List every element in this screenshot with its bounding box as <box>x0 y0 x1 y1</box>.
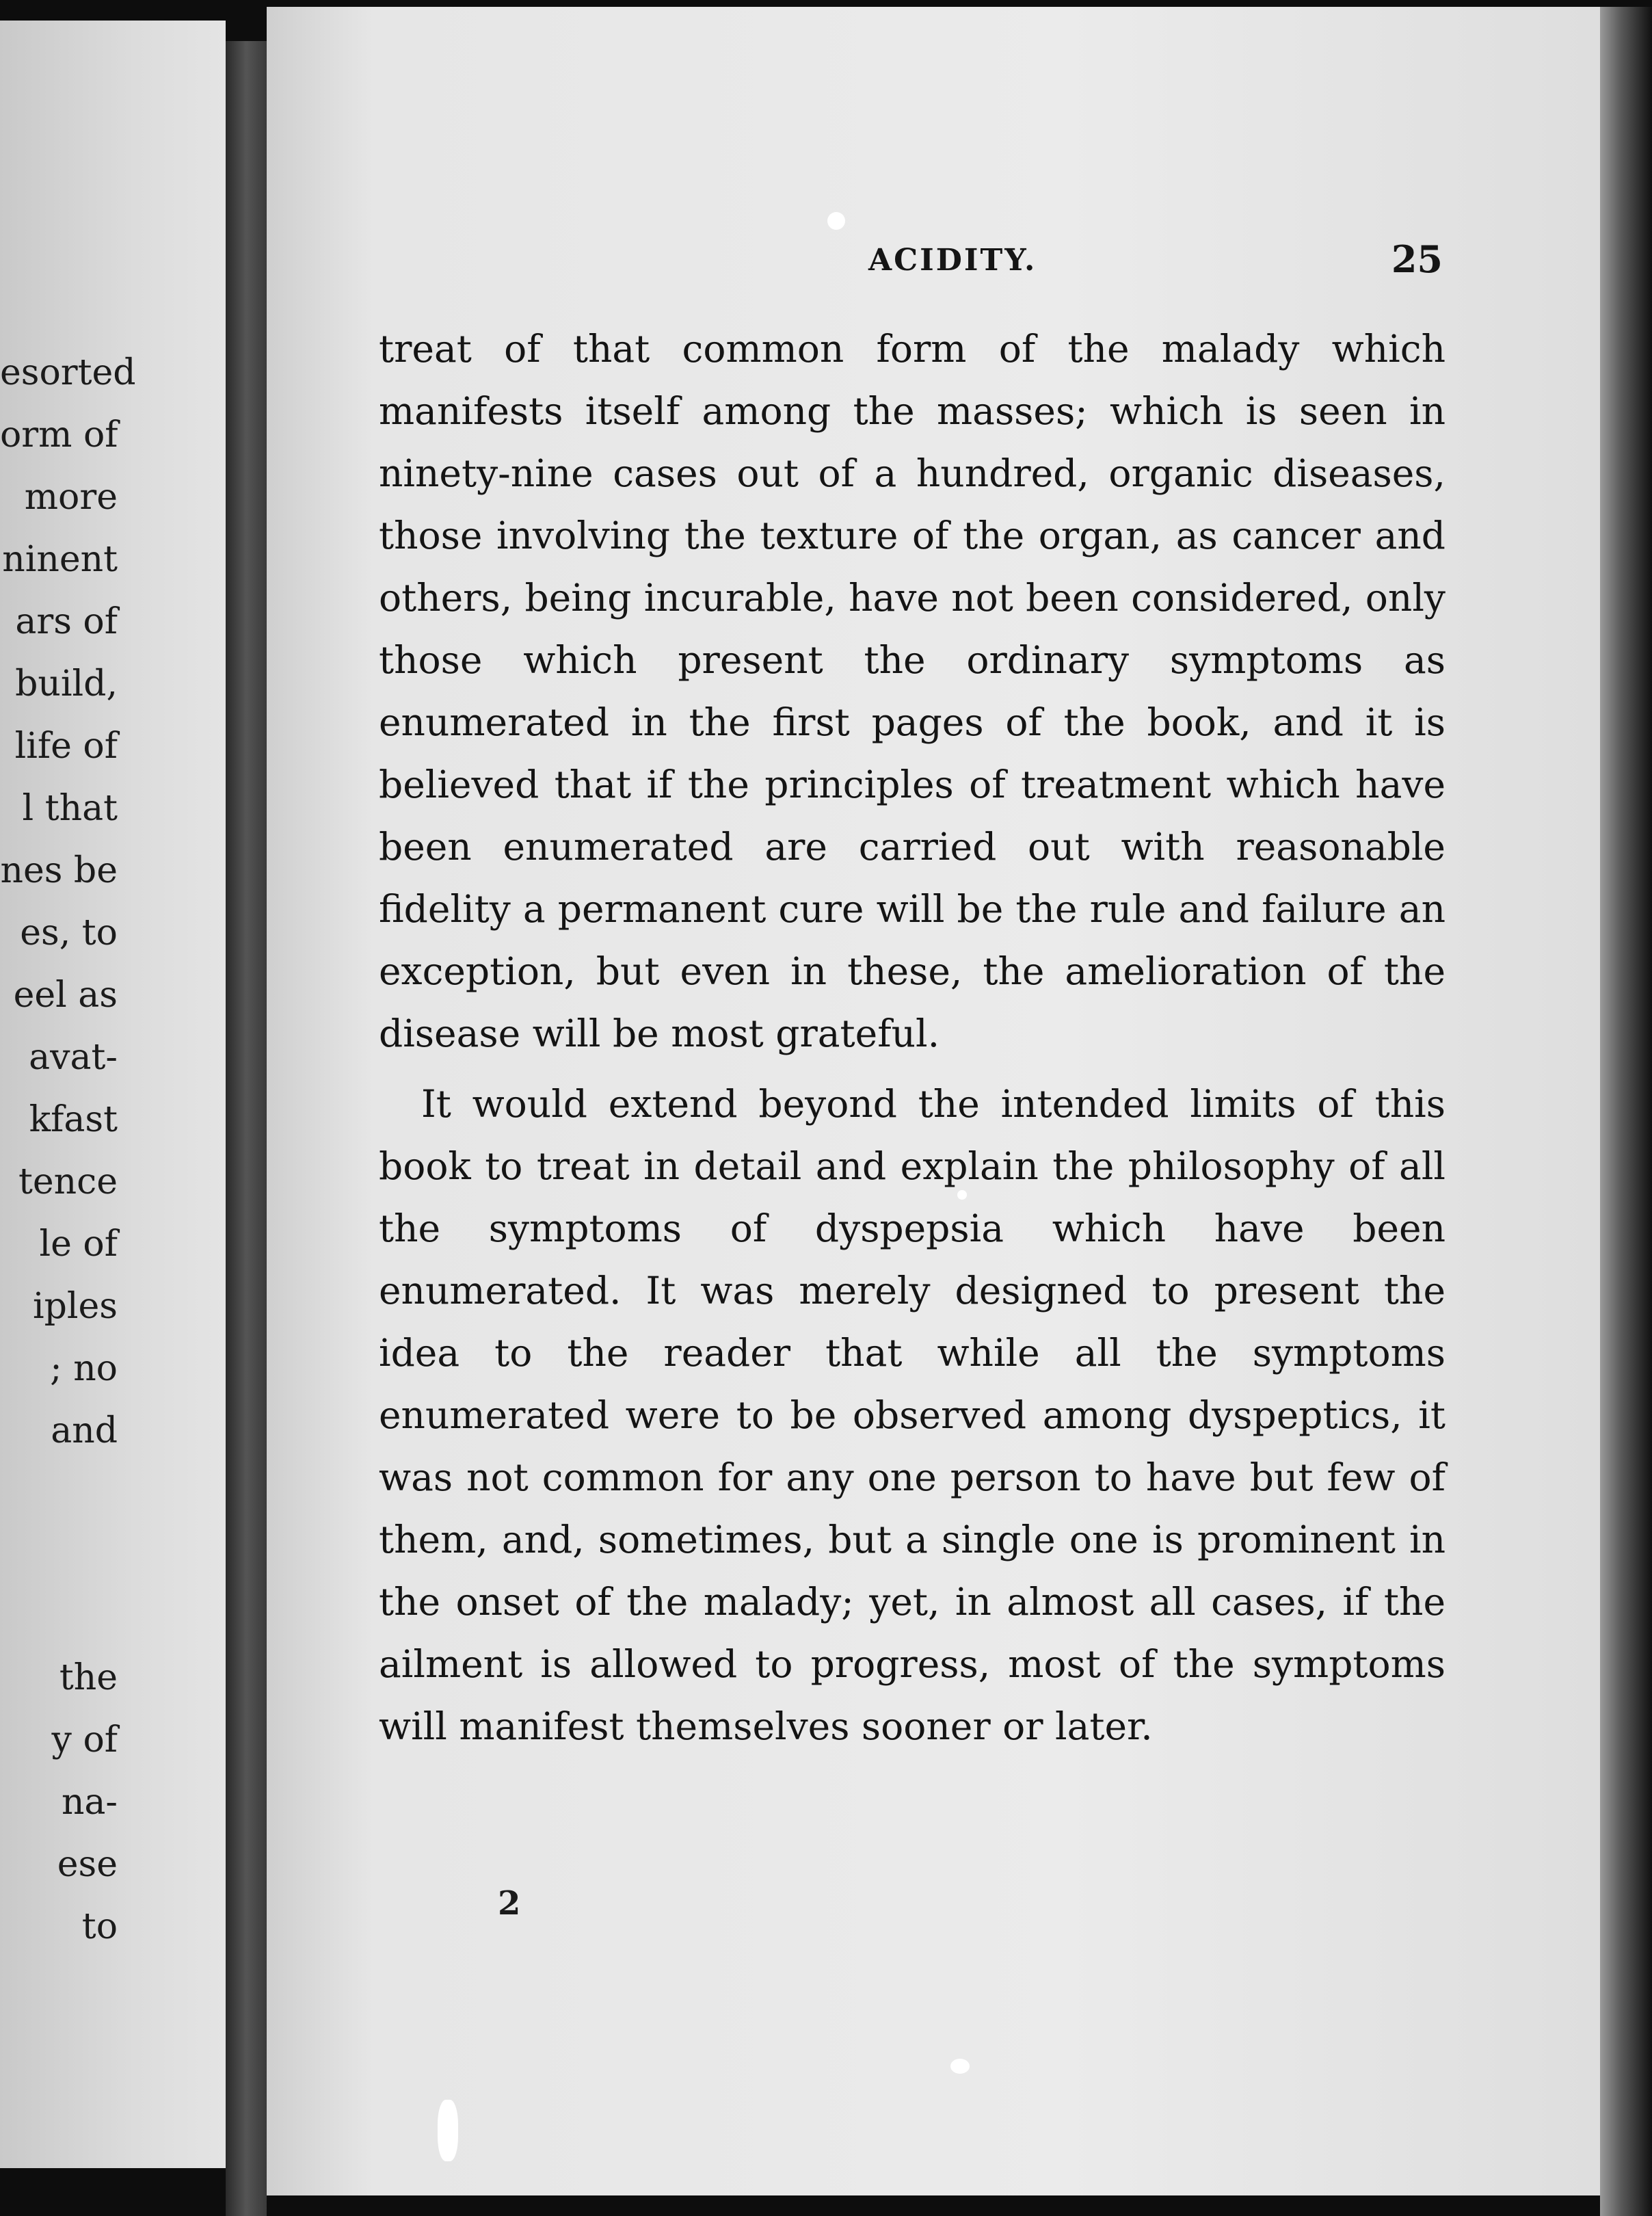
left-line: es, to <box>20 912 118 953</box>
paragraph: It would extend beyond the intended limits of this book to treat in detail and explain the philosophy of all the symptoms of dyspepsia which have been enumerated. It was merely designed to present the idea to the reader that while all the symptoms enumerated were to be observed among dyspeptics, it was not common for any one person to have but few of them, and, sometimes, but a single one is prominent in the onset of the malady; yet, in almost all cases, if the ailment is allowed to progress, most of the symptoms will manifest themselves sooner or later. <box>379 1082 1446 1748</box>
left-line: the <box>59 1657 118 1698</box>
left-line: ninent <box>2 539 118 580</box>
left-line: avat- <box>29 1037 118 1078</box>
running-head: ACIDITY. <box>868 243 1037 278</box>
page-edge <box>1600 7 1652 2216</box>
left-line: ars of <box>15 601 118 642</box>
book-gutter <box>226 41 267 2216</box>
left-line: na- <box>61 1782 118 1823</box>
left-line: y of <box>51 1719 118 1760</box>
page-body <box>379 318 1446 1758</box>
left-line: and <box>51 1410 118 1451</box>
left-line: esorted <box>0 352 136 393</box>
left-line: orm of <box>0 414 118 456</box>
left-line: le of <box>39 1224 118 1265</box>
paper-speck <box>957 1190 967 1200</box>
left-line: nes be <box>0 850 118 891</box>
left-line: l that <box>22 788 118 829</box>
paper-speck <box>827 212 845 230</box>
left-line: tence <box>18 1161 118 1202</box>
left-page-gap <box>0 1462 118 1647</box>
left-line: iples <box>32 1286 118 1327</box>
left-page <box>0 21 226 2168</box>
left-line: to <box>81 1906 118 1947</box>
paper-speck <box>950 2059 970 2074</box>
paper-speck <box>438 2100 458 2161</box>
left-line: ; no <box>50 1348 118 1389</box>
left-line: life of <box>14 726 118 767</box>
right-page <box>267 7 1600 2195</box>
left-line: eel as <box>13 975 118 1016</box>
signature-mark: 2 <box>498 1884 521 1923</box>
left-page-text <box>0 342 136 1958</box>
page-header <box>376 237 1443 291</box>
left-line: ese <box>57 1844 118 1885</box>
paragraph: treat of that common form of the malady which manifests itself among the masses; which is seen in ninety-nine cases out of a hundred, organic diseases, those involving the texture of the organ, as cancer and others, being incurable, have not been considered, only those which present the ordinary symptoms as enumerated in the first pages of the book, and it is believed that if the principles of treatment which have been enumerated are carried out with reasonable fidelity a permanent cure will be the rule and failure an exception, but even in these, the amelioration of the disease will be most grateful. <box>379 327 1446 1055</box>
page-number: 25 <box>1391 237 1443 281</box>
left-line: build, <box>15 663 118 704</box>
left-line: kfast <box>29 1099 118 1140</box>
left-line: more <box>24 477 118 518</box>
